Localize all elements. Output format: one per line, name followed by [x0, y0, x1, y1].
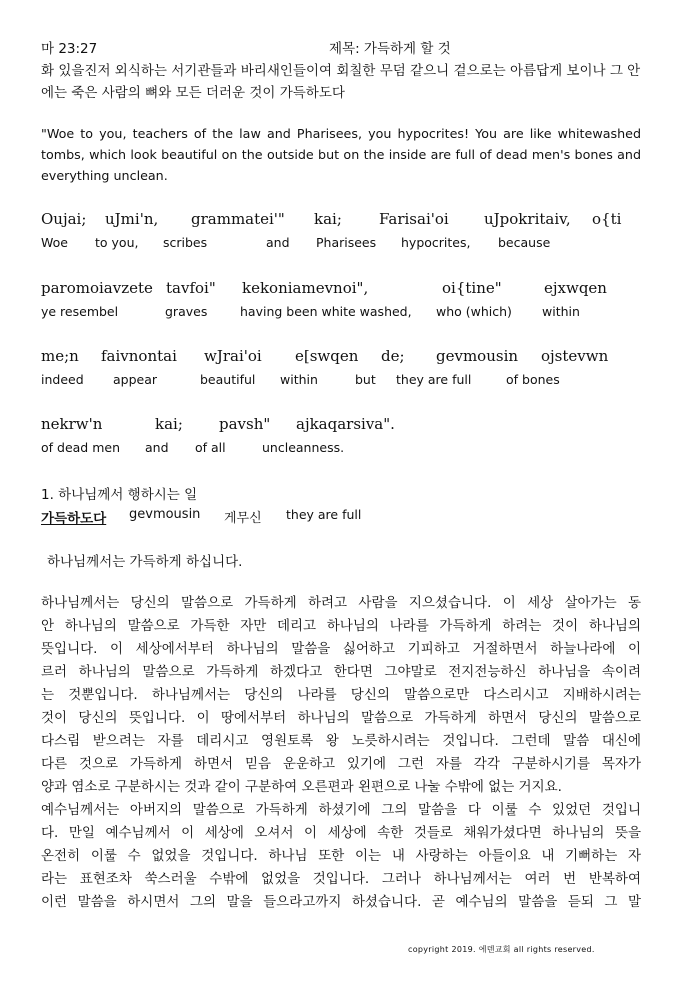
- greek-word: ojstevwn: [541, 347, 609, 365]
- paragraph-line: 라는 표현조차 쑥스러울 수밖에 없었을 것입니다. 그러나 하나님께서는 여러 번 반복하여: [41, 871, 641, 887]
- english-gloss: [41, 440, 641, 458]
- paragraph-line: 하나님께서는 당신의 말씀으로 가득하게 하려고 사람을 지으셨습니다. 이 세상 살아가는 동: [41, 595, 641, 611]
- gloss-word: of all: [195, 440, 226, 455]
- greek-word: kekoniamevnoi",: [242, 279, 369, 297]
- greek-word: me;n: [41, 347, 79, 365]
- greek-word: ajkaqarsiva".: [296, 415, 395, 433]
- greek-word: pavsh": [219, 415, 271, 433]
- gloss-word: of bones: [506, 372, 560, 387]
- paragraph-line: 온전히 이룰 수 없었을 것입니다. 하나님 또한 이는 내 사랑하는 아들이요 내 기뻐하는 자: [41, 848, 641, 864]
- greek-words: [41, 347, 641, 369]
- paragraph-line: 는 것뿐입니다. 하나님께서는 당신의 나라를 당신의 말씀으로만 다스리시고 지배하시려는: [41, 687, 641, 703]
- greek-word: e[swqen: [295, 347, 359, 365]
- paragraph-line: 예수님께서는 아버지의 말씀으로 가득하게 하셨기에 그의 말씀을 다 이룰 수 있었던 것입니: [41, 802, 641, 818]
- paragraph-line: 다스림 받으려는 자를 데리시고 영원토록 왕 노릇하시려는 것입니다. 그런데 말씀 대신에: [41, 733, 641, 749]
- gloss-word: appear: [113, 372, 158, 387]
- greek-word: kai;: [155, 415, 183, 433]
- gloss-word: beautiful: [200, 372, 256, 387]
- section-subheading: 하나님께서는 가득하게 하십니다.: [47, 554, 243, 570]
- greek-word: Farisai'oi: [379, 210, 449, 228]
- keyword-english: they are full: [286, 507, 362, 522]
- greek-word: faivnontai: [101, 347, 177, 365]
- gloss-word: because: [498, 235, 551, 250]
- section-heading: 1. 하나님께서 행하시는 일: [41, 487, 198, 503]
- gloss-word: and: [145, 440, 169, 455]
- gloss-word: Pharisees: [316, 235, 377, 250]
- greek-word: oi{tine": [442, 279, 502, 297]
- keyword-pronunciation: 게무신: [224, 511, 262, 526]
- paragraph-line: 양과 염소로 구분하시는 것과 같이 구분하여 오른편과 왼편으로 나눌 수밖에 없는 거지요.: [41, 779, 562, 795]
- body-paragraph: [41, 592, 641, 799]
- korean-verse-text: 화 있을진저 외식하는 서기관들과 바리새인들이여 회칠한 무덤 같으니 겉으로는 아름답게 보이나 그 안에는 죽은 사람의 뼈와 모든 더러운 것이 가득하도다: [41, 63, 641, 101]
- gloss-word: uncleanness.: [262, 440, 345, 455]
- copyright-footer: copyright 2019. 에덴교회 all rights reserved.: [408, 945, 595, 954]
- gloss-word: graves: [165, 304, 208, 319]
- english-verse-text: "Woe to you, teachers of the law and Pharisees, you hypocrites! You are like whitewashed tombs, which look beautiful on the outside but on the inside are full of dead men's bones and everything unclean.: [41, 126, 641, 183]
- paragraph-line: 다른 것으로 가득하게 하면서 믿음 운운하고 있기에 그런 자를 각각 구분하시기를 목자가: [41, 756, 641, 772]
- greek-word: wJrai'oi: [204, 347, 262, 365]
- keyword-korean: 가득하도다: [41, 511, 107, 527]
- greek-word: de;: [381, 347, 405, 365]
- gloss-word: having been white washed,: [240, 304, 412, 319]
- english-gloss: [41, 372, 641, 390]
- greek-word: nekrw'n: [41, 415, 103, 433]
- greek-word: kai;: [314, 210, 342, 228]
- keyword-row: [41, 507, 641, 527]
- greek-word: o{ti: [592, 210, 622, 228]
- greek-word: ejxwqen: [544, 279, 607, 297]
- document-header: [41, 37, 641, 57]
- gloss-word: who (which): [436, 304, 512, 319]
- greek-word: uJpokritaiv,: [484, 210, 571, 228]
- gloss-word: Woe: [41, 235, 68, 250]
- greek-words: [41, 279, 641, 301]
- greek-word: Oujai;: [41, 210, 87, 228]
- paragraph-line: 것이 당신의 뜻입니다. 이 땅에서부터 하나님의 말씀으로 가득하게 하면서 당신의 말씀으로: [41, 710, 641, 726]
- gloss-word: and: [266, 235, 290, 250]
- sermon-title: 제목: 가득하게 할 것: [329, 41, 451, 57]
- gloss-word: they are full: [396, 372, 472, 387]
- gloss-word: indeed: [41, 372, 84, 387]
- english-gloss: [41, 235, 641, 253]
- greek-word: tavfoi": [166, 279, 216, 297]
- paragraph-line: 뜻입니다. 이 세상에서부터 하나님의 말씀을 싫어하고 기피하고 거절하면서 하늘나라에 이: [41, 641, 641, 657]
- gloss-word: to you,: [95, 235, 139, 250]
- paragraph-line: 다. 만일 예수님께서 이 세상에 오셔서 이 세상에 속한 것들로 채워가셨다면 하나님의 뜻을: [41, 825, 641, 841]
- gloss-word: but: [355, 372, 376, 387]
- gloss-word: within: [280, 372, 318, 387]
- gloss-word: within: [542, 304, 580, 319]
- gloss-word: ye resembel: [41, 304, 119, 319]
- greek-words: [41, 415, 641, 437]
- greek-word: gevmousin: [436, 347, 519, 365]
- gloss-word: hypocrites,: [401, 235, 471, 250]
- greek-word: uJmi'n,: [105, 210, 159, 228]
- greek-word: grammatei'": [191, 210, 285, 228]
- english-gloss: [41, 304, 641, 322]
- gloss-word: of dead men: [41, 440, 121, 455]
- scripture-reference: 마 23:27: [41, 41, 98, 57]
- body-paragraph: [41, 799, 641, 914]
- greek-word: paromoiavzete: [41, 279, 153, 297]
- keyword-greek: gevmousin: [129, 507, 201, 522]
- paragraph-line: 르러 하나님의 말씀으로 가득하게 하겠다고 한다면 그야말로 전지전능하신 하나님을 속이려: [41, 664, 641, 680]
- gloss-word: scribes: [163, 235, 208, 250]
- paragraph-line: 이런 말씀을 하시면서 그의 말을 들으라고까지 하셨습니다. 곧 예수님의 말씀을 듣되 그 말: [41, 894, 641, 910]
- paragraph-line: 안 하나님의 말씀으로 가득한 자만 데리고 하나님의 나라를 가득하게 하려는 것이 하나님의: [41, 618, 641, 634]
- greek-words: [41, 210, 641, 232]
